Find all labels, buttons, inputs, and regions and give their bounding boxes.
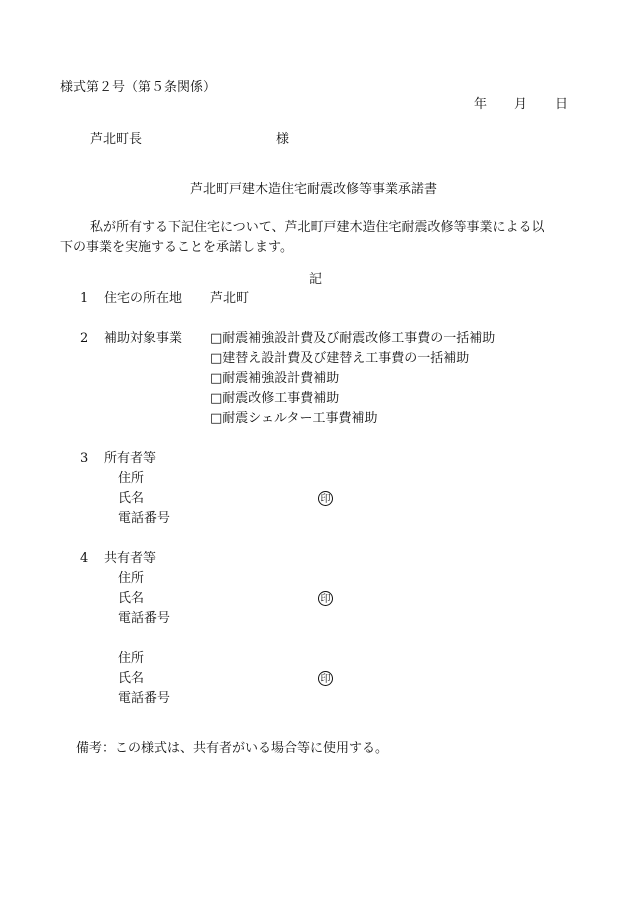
body-line: 私が所有する下記住宅について、芦北町戸建木造住宅耐震改修等事業による以: [90, 220, 545, 235]
item3-label: 所有者等: [104, 451, 157, 466]
date-month-label: 月: [514, 97, 528, 112]
owner-phone-label: 電話番号: [118, 511, 171, 526]
option-rebuild-design-and-construction-combined[interactable]: □建替え設計費及び建替え工事費の一括補助: [210, 351, 470, 366]
item3-number: 3: [80, 451, 89, 466]
coowner-phone-label: 電話番号: [118, 611, 171, 626]
coowner-seal-mark: 印: [318, 671, 333, 686]
date-year-label: 年: [474, 97, 488, 112]
coowner-phone-label: 電話番号: [118, 691, 171, 706]
item4-label: 共有者等: [104, 551, 157, 566]
coowner-address-label: 住所: [118, 651, 145, 666]
body-paragraph: [60, 218, 580, 258]
document-title: 芦北町戸建木造住宅耐震改修等事業承諾書: [190, 182, 438, 197]
coowner-name-label: 氏名: [118, 671, 145, 686]
addressee-name: 芦北町長: [90, 132, 143, 147]
item2-number: 2: [80, 331, 89, 346]
coowner-seal-mark: 印: [318, 591, 333, 606]
form-number: 様式第２号（第５条関係）: [60, 80, 217, 95]
owner-address-label: 住所: [118, 471, 145, 486]
option-seismic-shelter-subsidy[interactable]: □耐震シェルター工事費補助: [210, 411, 378, 426]
item2-label: 補助対象事業: [104, 331, 183, 346]
option-seismic-design-and-retrofit-combined[interactable]: □耐震補強設計費及び耐震改修工事費の一括補助: [210, 331, 496, 346]
remarks-note: 備考：この様式は、共有者がいる場合等に使用する。: [76, 741, 389, 756]
owner-seal-mark: 印: [318, 491, 333, 506]
coowner-address-label: 住所: [118, 571, 145, 586]
date-day-label: 日: [555, 97, 569, 112]
ki-heading: 記: [309, 272, 323, 287]
body-line: 下の事業を実施することを承諾します。: [60, 240, 293, 255]
item1-label: 住宅の所在地: [104, 291, 183, 306]
item4-number: 4: [80, 551, 89, 566]
item1-number: 1: [80, 291, 89, 306]
addressee-honorific: 様: [276, 132, 290, 147]
option-seismic-design-subsidy[interactable]: □耐震補強設計費補助: [210, 371, 340, 386]
owner-name-label: 氏名: [118, 491, 145, 506]
coowner-name-label: 氏名: [118, 591, 145, 606]
option-seismic-retrofit-subsidy[interactable]: □耐震改修工事費補助: [210, 391, 340, 406]
item1-value: 芦北町: [210, 291, 250, 306]
